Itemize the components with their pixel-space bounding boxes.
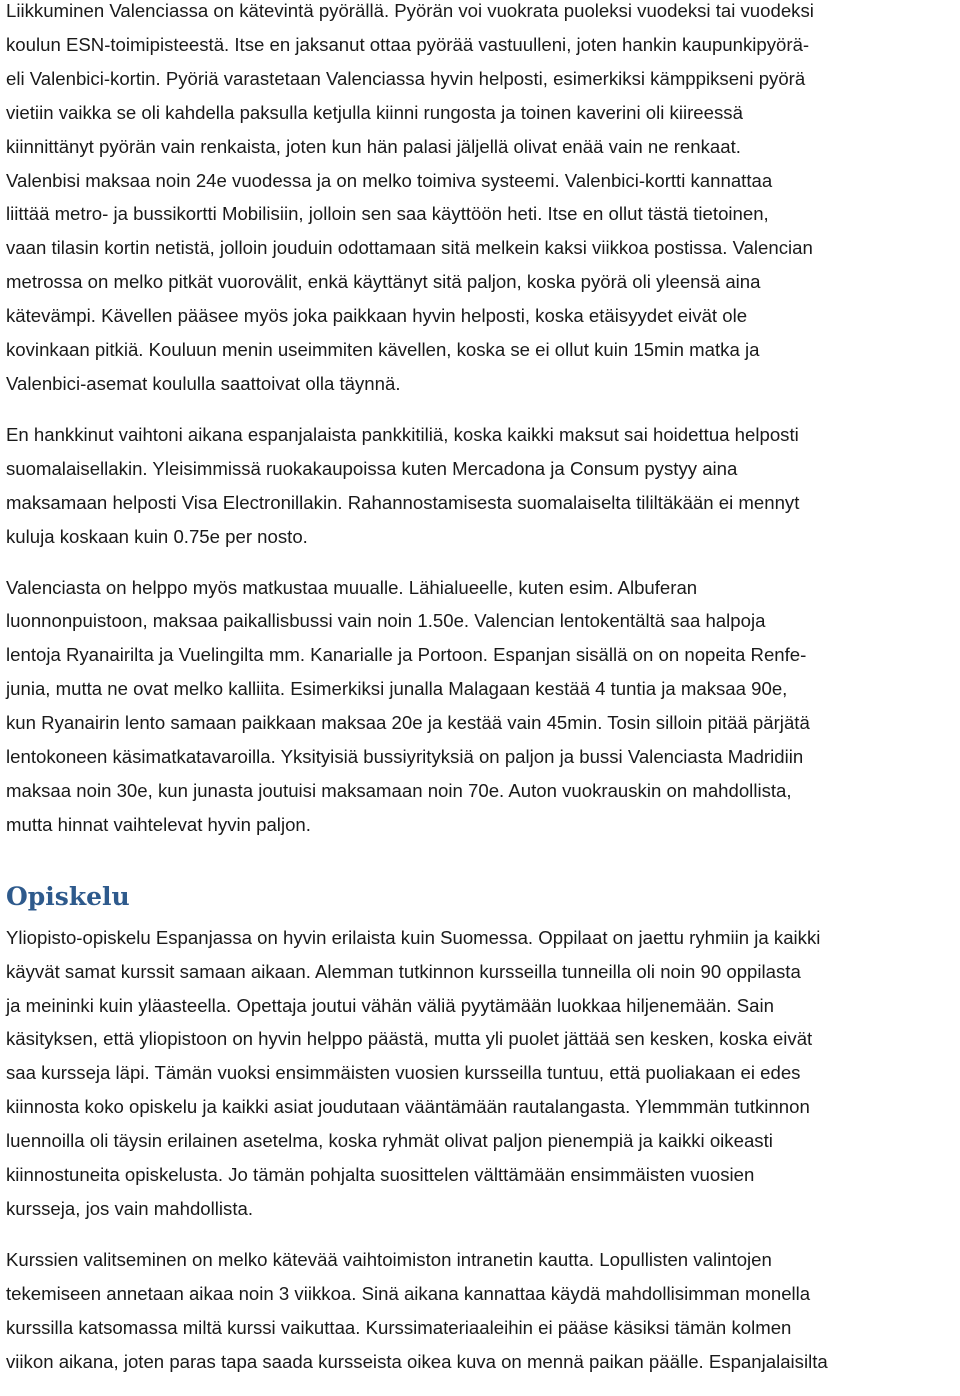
text-line: metrossa on melko pitkät vuorovälit, enkä käyttänyt sitä paljon, koska pyörä oli yleensä aina [6,271,761,293]
text-line: kuluja koskaan kuin 0.75e per nosto. [6,525,308,547]
text-line: lentoja Ryanairilta ja Vuelingilta mm. Kanarialle ja Portoon. Espanjan sisällä on on nopeita Renfe- [6,644,807,666]
paragraph [6,571,956,842]
text-line: eli Valenbici-kortin. Pyöriä varastetaan Valenciassa hyvin helposti, esimerkiksi kämppikseni pyörä [6,67,806,89]
text-line: kiinnostuneita opiskelusta. Jo tämän pohjalta suosittelen välttämään ensimmäisten vuosien [6,1164,755,1186]
paragraph [6,418,956,554]
text-line: vietiin vaikka se oli kahdella paksulla ketjulla kiinni rungosta ja toinen kaverini oli kiireessä [6,101,743,123]
text-line: kovinkaan pitkiä. Kouluun menin useimmiten kävellen, koska se ei ollut kuin 15min matka ja [6,339,760,361]
text-line: mutta hinnat vaihtelevat hyvin paljon. [6,813,311,835]
document-page [6,0,956,1396]
text-line: käyvät samat kurssit samaan aikaan. Alemman tutkinnon kursseilla tunneilla oli noin 90 oppilasta [6,960,801,982]
text-line: ja meininki kuin yläasteella. Opettaja joutui vähän väliä pyytämään luokkaa hiljenemään. Sain [6,994,774,1016]
text-line: Valenciasta on helppo myös matkustaa muualle. Lähialueelle, kuten esim. Albuferan [6,576,698,598]
text-line: kun Ryanairin lento samaan paikkaan maksaa 20e ja kestää vain 45min. Tosin silloin pitää pärjätä [6,712,810,734]
text-line: maksamaan helposti Visa Electronillakin. Rahannostamisesta suomalaiselta tililtäkään ei mennyt [6,491,800,513]
text-line: kätevämpi. Kävellen pääsee myös joka paikkaan hyvin helposti, koska etäisyydet eivät ole [6,305,748,327]
text-line: junia, mutta ne ovat melko kalliita. Esimerkiksi junalla Malagaan kestää 4 tuntia ja maksaa 90e, [6,678,788,700]
text-line: viikon aikana, joten paras tapa saada kursseista oikea kuva on mennä paikan päälle. Espanjalaisilta [6,1350,828,1372]
text-line: Yliopisto-opiskelu Espanjassa on hyvin erilaista kuin Suomessa. Oppilaat on jaettu ryhmiin ja kaikki [6,926,821,948]
text-line: liittää metro- ja bussikortti Mobilisiin, jolloin sen saa käyttöön heti. Itse en ollut tästä tietoinen, [6,203,769,225]
text-line: suomalaisellakin. Yleisimmissä ruokakaupoissa kuten Mercadona ja Consum pystyy aina [6,457,738,479]
paragraph [6,0,956,401]
text-line: koulun ESN-toimipisteestä. Itse en jaksanut ottaa pyörää vastuulleni, joten hankin kaupunkipyörä- [6,33,810,55]
text-line: kursseja, jos vain mahdollista. [6,1198,253,1219]
text-line: maksaa noin 30e, kun junasta joutuisi maksamaan noin 70e. Auton vuokrauskin on mahdollista, [6,779,792,801]
text-line: kiinnosta koko opiskelu ja kaikki asiat joudutaan vääntämään rautalangasta. Ylemmmän tutkinnon [6,1096,810,1118]
text-line: Valenbisi maksaa noin 24e vuodessa ja on melko toimiva systeemi. Valenbici-kortti kannattaa [6,169,773,191]
text-line: tekemiseen annetaan aikaa noin 3 viikkoa. Sinä aikana kannattaa käydä mahdollisimman monella [6,1282,811,1304]
text-line: käsityksen, että yliopistoon on hyvin helppo päästä, mutta yli puolet jättää sen kesken, koska eivät [6,1028,813,1050]
text-line: luonnonpuistoon, maksaa paikallisbussi vain noin 1.50e. Valencian lentokentältä saa halpoja [6,610,766,632]
text-line: vaan tilasin kortin netistä, jolloin jouduin odottamaan sitä melkein kaksi viikkoa postissa. Valencian [6,237,813,259]
text-line: lentokoneen käsimatkatavaroilla. Yksityisiä bussiyrityksiä on paljon ja bussi Valenciasta Madridiin [6,746,804,768]
text-line: kurssilla katsomassa miltä kurssi vaikuttaa. Kurssimateriaaleihin ei pääse käsiksi tämän kolmen [6,1316,792,1338]
section-heading: Opiskelu [6,881,130,911]
text-line: kiinnittänyt pyörän vain renkaista, joten kun hän palasi jäljellä olivat enää vain ne renkaat. [6,135,741,157]
text-line: Kurssien valitseminen on melko kätevää vaihtoimiston intranetin kautta. Lopullisten valintojen [6,1248,772,1270]
text-line: saa kursseja läpi. Tämän vuoksi ensimmäisten vuosien kursseilla tuntuu, että puoliakaan ei edes [6,1062,801,1084]
text-line: Liikkuminen Valenciassa on kätevintä pyörällä. Pyörän voi vuokrata puoleksi vuodeksi tai vuodeksi [6,0,814,21]
text-line: En hankkinut vaihtoni aikana espanjalaista pankkitiliä, koska kaikki maksut sai hoidettua helposti [6,423,799,445]
paragraph [6,1243,956,1379]
paragraph [6,921,956,1226]
text-line: luennoilla oli täysin erilainen asetelma, koska ryhmät olivat paljon pienempiä ja kaikki oikeasti [6,1130,773,1152]
text-line: Valenbici-asemat koululla saattoivat olla täynnä. [6,372,401,394]
